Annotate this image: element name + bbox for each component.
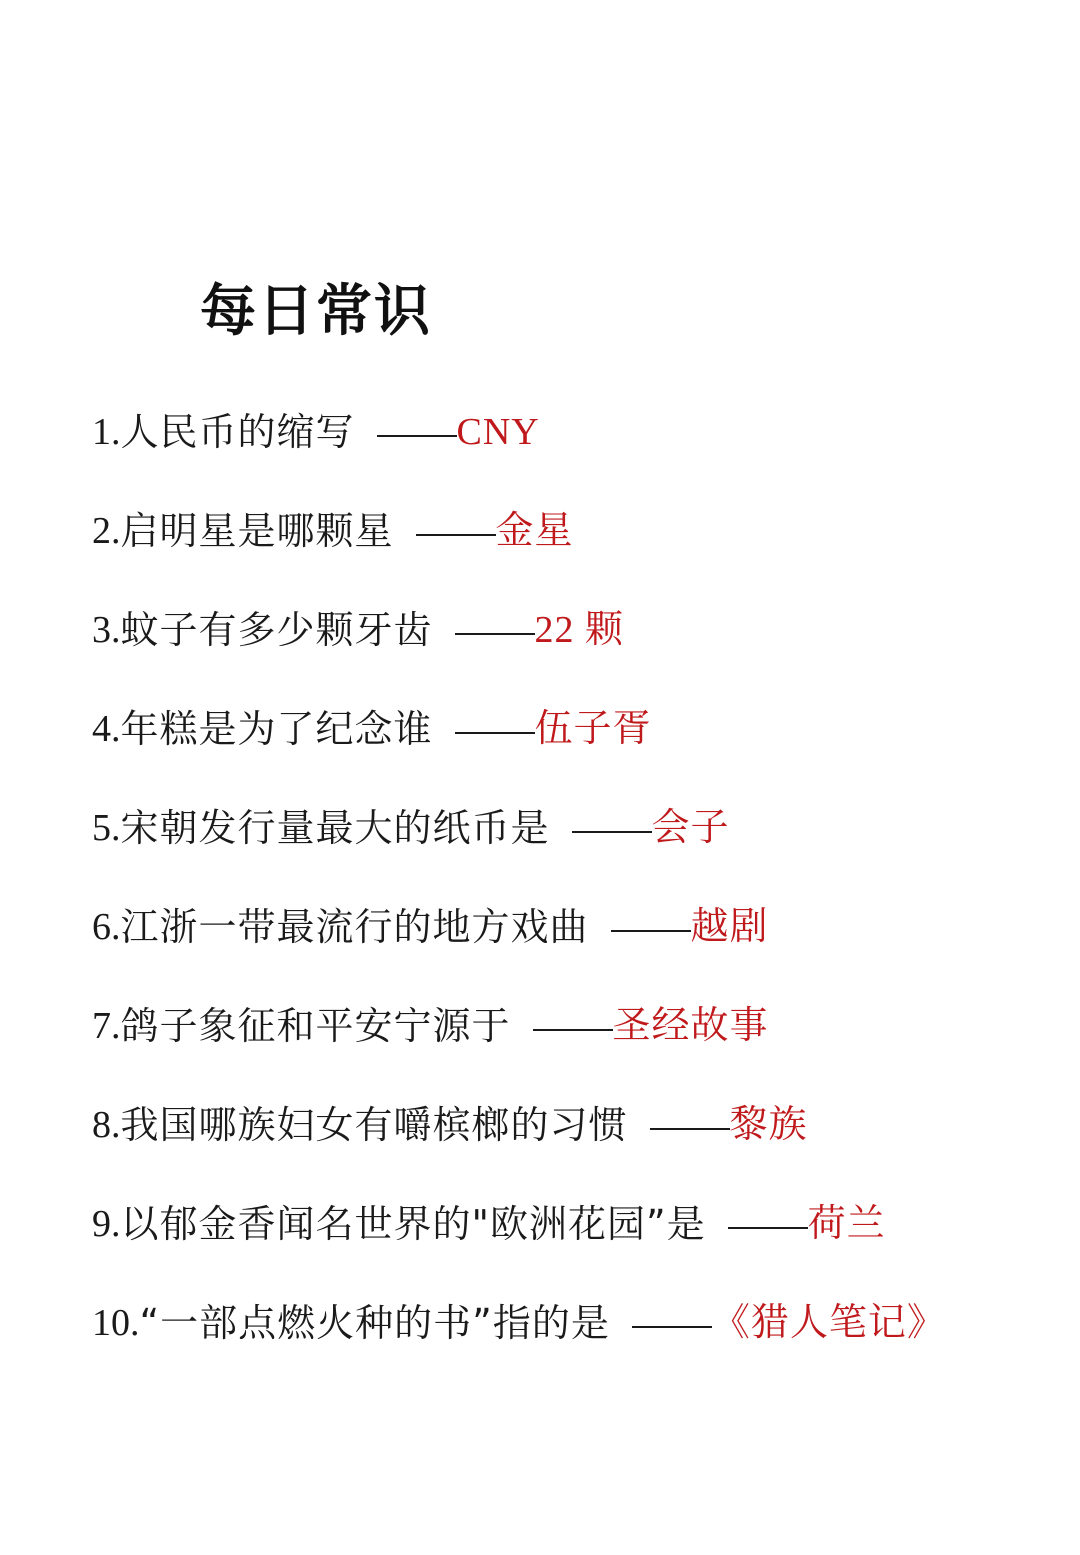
item-question: 鸽子象征和平安宁源于: [120, 1003, 511, 1048]
item-answer: 金星: [495, 509, 574, 552]
qa-list: [92, 382, 1052, 1372]
item-number: 10.: [92, 1301, 140, 1344]
item-question: 启明星是哪颗星: [120, 508, 394, 553]
list-item: [92, 382, 1052, 481]
item-number: 1.: [92, 410, 121, 453]
item-number: 9.: [92, 1202, 121, 1245]
dash-divider: [632, 1326, 712, 1328]
item-number: 3.: [92, 608, 121, 651]
dash-divider: [572, 831, 652, 833]
item-answer: 越剧: [690, 905, 769, 948]
item-answer: 伍子胥: [534, 707, 652, 750]
item-question: 宋朝发行量最大的纸币是: [120, 805, 550, 850]
item-number: 8.: [92, 1103, 121, 1146]
dash-divider: [611, 930, 691, 932]
item-number: 5.: [92, 806, 121, 849]
dash-divider: [650, 1128, 730, 1130]
item-number: 6.: [92, 905, 121, 948]
item-number: 7.: [92, 1004, 121, 1047]
item-answer: 黎族: [729, 1103, 808, 1146]
item-answer: 荷兰: [807, 1202, 886, 1245]
list-item: [92, 976, 1052, 1075]
list-item: [92, 1075, 1052, 1174]
item-question: 江浙一带最流行的地方戏曲: [120, 904, 589, 949]
list-item: [92, 877, 1052, 976]
list-item: [92, 778, 1052, 877]
dash-divider: [533, 1029, 613, 1031]
dash-divider: [455, 732, 535, 734]
list-item: [92, 679, 1052, 778]
item-question: 以郁金香闻名世界的"欧洲花园”是: [120, 1201, 706, 1246]
item-answer: 圣经故事: [612, 1004, 769, 1047]
item-question: 人民币的缩写: [120, 409, 355, 454]
list-item: [92, 481, 1052, 580]
item-answer: 22 颗: [534, 608, 625, 651]
item-answer: CNY: [456, 410, 540, 453]
dash-divider: [455, 633, 535, 635]
list-item: [92, 1273, 1052, 1372]
item-question: 我国哪族妇女有嚼槟榔的习惯: [120, 1102, 628, 1147]
item-number: 4.: [92, 707, 121, 750]
dash-divider: [728, 1227, 808, 1229]
item-question: 年糕是为了纪念谁: [120, 706, 433, 751]
item-question: 蚊子有多少颗牙齿: [120, 607, 433, 652]
dash-divider: [377, 435, 457, 437]
item-answer: 《猎人笔记》: [711, 1301, 946, 1344]
list-item: [92, 1174, 1052, 1273]
dash-divider: [416, 534, 496, 536]
list-item: [92, 580, 1052, 679]
item-question: “一部点燃火种的书”指的是: [139, 1300, 610, 1345]
item-answer: 会子: [651, 806, 730, 849]
page-title: 每日常识: [200, 279, 432, 344]
item-number: 2.: [92, 509, 121, 552]
